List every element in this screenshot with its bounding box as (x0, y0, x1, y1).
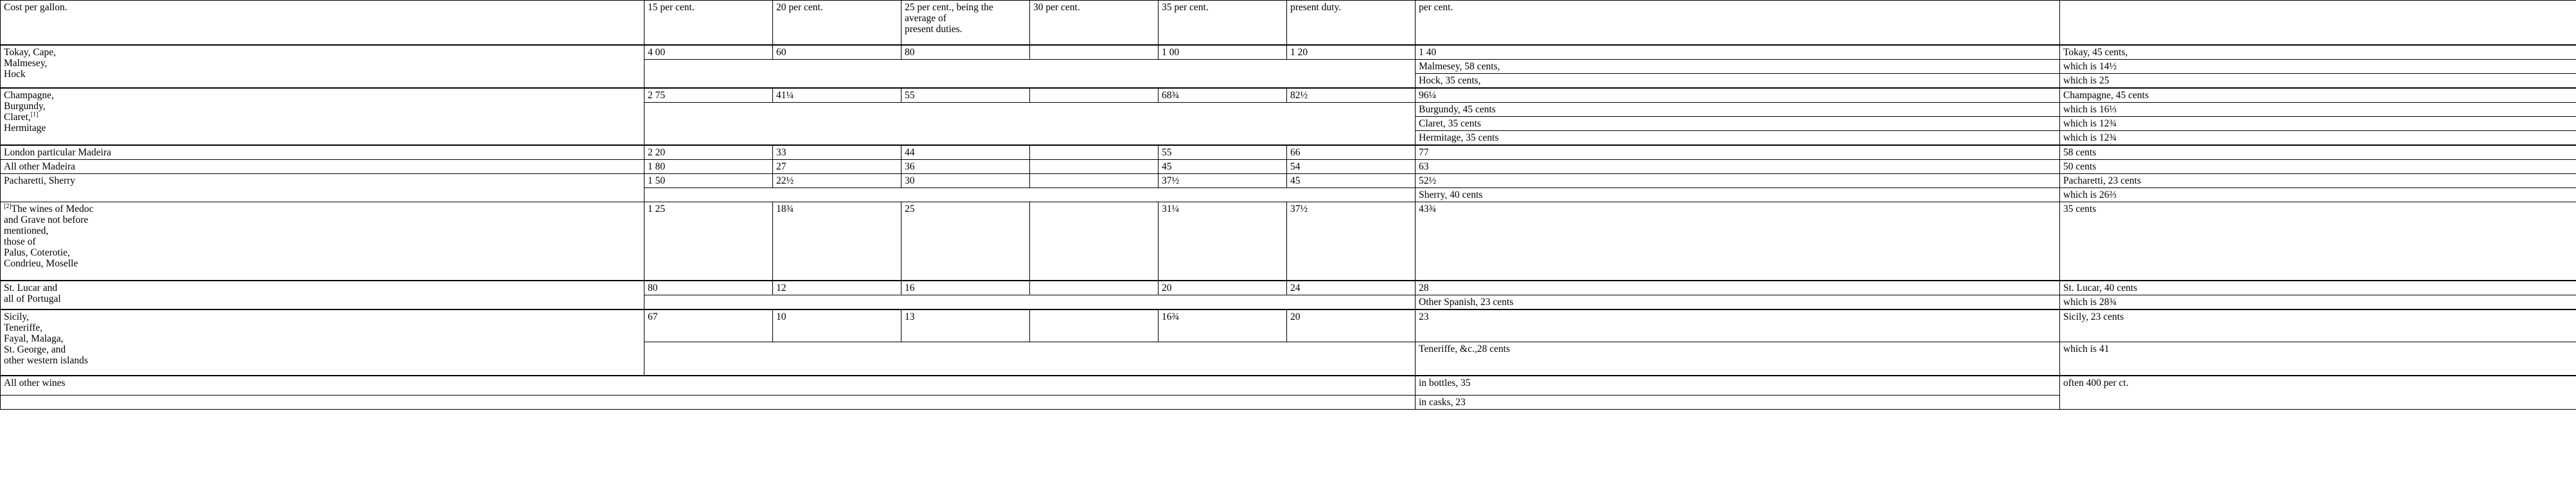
header-30-percent: 30 per cent. (1030, 1, 1159, 46)
which-cell: which is 14½ (2060, 60, 2576, 74)
which-cell: which is 28¾ (2060, 295, 2576, 310)
rate-15-cell: 10 (773, 310, 902, 342)
duty-cell: Teneriffe, &c.,28 cents (1416, 342, 2060, 376)
present-duty-cell: 52½ (1416, 174, 2060, 188)
present-duty-cell: 43¾ (1416, 202, 2060, 281)
header-blank (2060, 1, 2576, 46)
rate-15-cell: 60 (773, 45, 902, 60)
rate-25-cell (1030, 88, 1159, 103)
duty-cell: 35 cents (2060, 202, 2576, 281)
rate-30-cell: 37½ (1159, 174, 1287, 188)
wine-name-cell: St. Lucar and all of Portugal (1, 281, 644, 310)
duty-cell: St. Lucar, 40 cents (2060, 281, 2576, 295)
duty-cell: 50 cents (2060, 160, 2576, 174)
wine-name-cell: All other wines (1, 376, 1416, 396)
rate-15-cell: 41¼ (773, 88, 902, 103)
duty-cell: Pacharetti, 23 cents (2060, 174, 2576, 188)
rate-25-cell (1030, 281, 1159, 295)
wine-name-cell: Tokay, Cape, Malmesey, Hock (1, 45, 644, 88)
cost-cell: 80 (644, 281, 773, 295)
rate-25-cell (1030, 145, 1159, 160)
header-present-duty: present duty. (1287, 1, 1416, 46)
duty-cell: Burgundy, 45 cents (1416, 103, 2060, 117)
present-duty-cell: 96¼ (1416, 88, 2060, 103)
rate-35-cell: 37½ (1287, 202, 1416, 281)
duty-cell: Malmesey, 58 cents, (1416, 60, 2060, 74)
present-duty-cell: 23 (1416, 310, 2060, 342)
rate-15-cell: 33 (773, 145, 902, 160)
wine-name-cell: All other Madeira (1, 160, 644, 174)
rate-30-cell: 1 00 (1159, 45, 1287, 60)
empty-cell (644, 188, 1416, 202)
rate-20-cell: 44 (902, 145, 1030, 160)
rate-30-cell: 55 (1159, 145, 1287, 160)
rate-35-cell: 1 20 (1287, 45, 1416, 60)
table-row (1, 310, 2576, 342)
empty-cell (1, 396, 1416, 410)
rate-30-cell: 16¾ (1159, 310, 1287, 342)
cost-cell: 2 75 (644, 88, 773, 103)
duty-cell: Champagne, 45 cents (2060, 88, 2576, 103)
cost-cell: 1 25 (644, 202, 773, 281)
which-cell: which is 12¾ (2060, 131, 2576, 146)
rate-20-cell: 80 (902, 45, 1030, 60)
header-20-percent: 20 per cent. (773, 1, 902, 46)
rate-25-cell (1030, 310, 1159, 342)
rate-35-cell: 24 (1287, 281, 1416, 295)
cost-cell: 1 80 (644, 160, 773, 174)
duty-cell: Sicily, 23 cents (2060, 310, 2576, 342)
present-duty-cell: 1 40 (1416, 45, 2060, 60)
rate-20-cell: 36 (902, 160, 1030, 174)
rate-35-cell: 45 (1287, 174, 1416, 188)
table-row (1, 281, 2576, 295)
rate-30-cell: 31¼ (1159, 202, 1287, 281)
which-cell: which is 25 (2060, 74, 2576, 89)
table-row (1, 376, 2576, 396)
which-cell: which is 12¾ (2060, 117, 2576, 131)
duty-cell: in bottles, 35 (1416, 376, 2060, 396)
rate-30-cell: 45 (1159, 160, 1287, 174)
duty-cell: Hock, 35 cents, (1416, 74, 2060, 89)
rate-25-cell (1030, 45, 1159, 60)
table-row (1, 145, 2576, 160)
present-duty-cell: 63 (1416, 160, 2060, 174)
rate-20-cell: 25 (902, 202, 1030, 281)
table-row (1, 202, 2576, 281)
table-row (1, 174, 2576, 188)
empty-cell (644, 103, 1416, 146)
empty-cell (644, 342, 1416, 376)
empty-cell (644, 295, 1416, 310)
which-cell: often 400 per ct. (2060, 376, 2576, 410)
rate-25-cell (1030, 174, 1159, 188)
rate-20-cell: 16 (902, 281, 1030, 295)
wine-name-cell: London particular Madeira (1, 145, 644, 160)
table-row (1, 45, 2576, 60)
rate-15-cell: 27 (773, 160, 902, 174)
rate-25-cell (1030, 202, 1159, 281)
header-row (1, 1, 2576, 46)
present-duty-cell: 28 (1416, 281, 2060, 295)
duty-cell: 58 cents (2060, 145, 2576, 160)
rate-20-cell: 55 (902, 88, 1030, 103)
rate-20-cell: 13 (902, 310, 1030, 342)
wine-name-cell: Sicily, Teneriffe, Fayal, Malaga, St. George, and other western islands (1, 310, 644, 376)
wine-name-cell: Pacharetti, Sherry (1, 174, 644, 202)
rate-30-cell: 20 (1159, 281, 1287, 295)
header-cost: Cost per gallon. (1, 1, 644, 46)
header-35-percent: 35 per cent. (1159, 1, 1287, 46)
duty-cell: in casks, 23 (1416, 396, 2060, 410)
cost-cell: 4 00 (644, 45, 773, 60)
duty-cell: Tokay, 45 cents, (2060, 45, 2576, 60)
rate-15-cell: 12 (773, 281, 902, 295)
rate-20-cell: 30 (902, 174, 1030, 188)
footnote-marker[interactable]: [1] (30, 110, 39, 118)
which-cell: which is 41 (2060, 342, 2576, 376)
present-duty-cell: 77 (1416, 145, 2060, 160)
rate-35-cell: 54 (1287, 160, 1416, 174)
duty-cell: Sherry, 40 cents (1416, 188, 2060, 202)
rate-25-cell (1030, 160, 1159, 174)
empty-cell (644, 60, 1416, 89)
table-row (1, 88, 2576, 103)
duty-cell: Hermitage, 35 cents (1416, 131, 2060, 146)
which-cell: which is 16⅓ (2060, 103, 2576, 117)
header-per-cent: per cent. (1416, 1, 2060, 46)
footnote-marker[interactable]: [2] (4, 202, 12, 210)
header-15-percent: 15 per cent. (644, 1, 773, 46)
which-cell: which is 26⅔ (2060, 188, 2576, 202)
header-25-percent: 25 per cent., being the average of present duties. (902, 1, 1030, 46)
cost-cell: 67 (644, 310, 773, 342)
duty-cell: Claret, 35 cents (1416, 117, 2060, 131)
rate-15-cell: 22½ (773, 174, 902, 188)
rate-30-cell: 68¾ (1159, 88, 1287, 103)
table-row (1, 160, 2576, 174)
rate-15-cell: 18¾ (773, 202, 902, 281)
wine-name-cell: Champagne, Burgundy, Claret,[1] Hermitage (1, 88, 644, 145)
duty-cell: Other Spanish, 23 cents (1416, 295, 2060, 310)
cost-cell: 2 20 (644, 145, 773, 160)
rate-35-cell: 82½ (1287, 88, 1416, 103)
cost-cell: 1 50 (644, 174, 773, 188)
rate-35-cell: 20 (1287, 310, 1416, 342)
wine-name-cell: [2]The wines of Medoc and Grave not before mentioned, those of Palus, Coterotie, Condrieu, Moselle (1, 202, 644, 281)
rate-35-cell: 66 (1287, 145, 1416, 160)
